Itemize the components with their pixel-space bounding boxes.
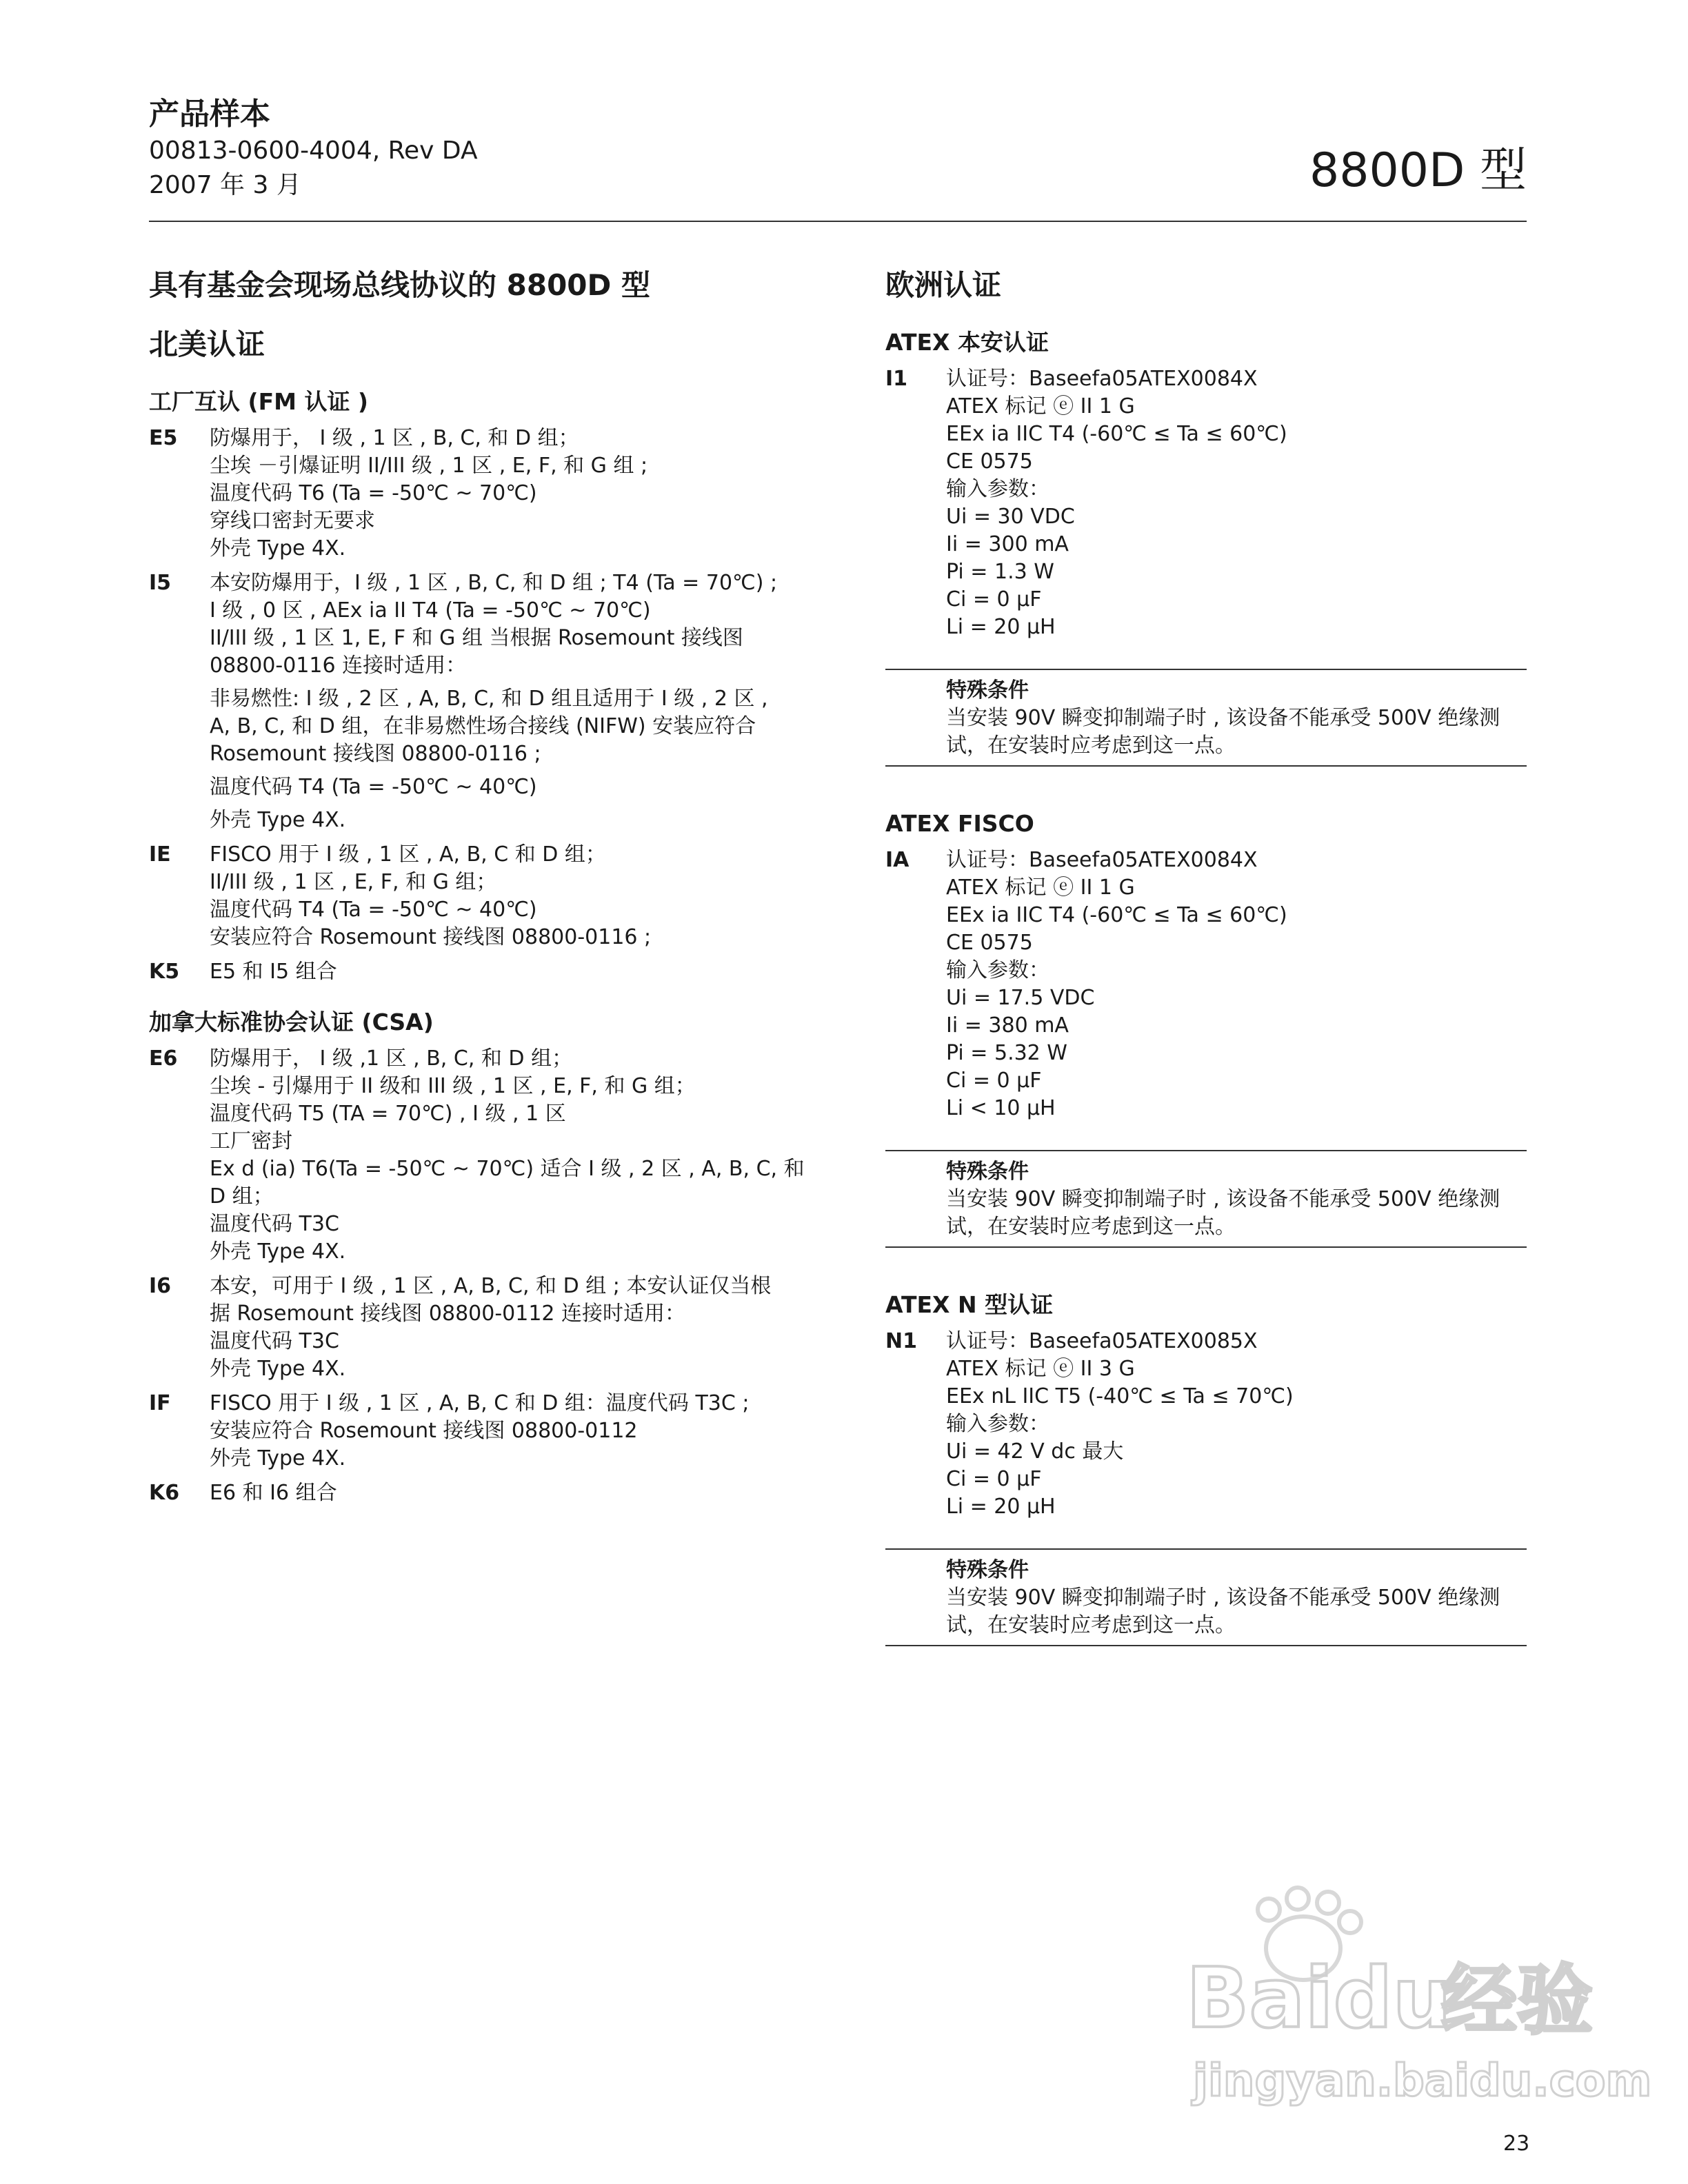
doc-number: 00813-0600-4004, Rev DA xyxy=(149,136,478,165)
approval-line: 外壳 Type 4X. xyxy=(210,1357,346,1381)
approval-line: EEx ia IIC T4 (-60℃ ≤ Ta ≤ 60℃) xyxy=(946,903,1287,927)
approval-entry xyxy=(149,1273,790,1383)
section-title: 具有基金会现场总线协议的 8800D 型 xyxy=(149,268,651,302)
watermark-url: jingyan.baidu.com xyxy=(1193,2056,1652,2107)
approval-details xyxy=(210,569,790,834)
approval-line: FISCO 用于 I 级 , 1 区 , A, B, C 和 D 组：温度代码 T3C ; xyxy=(210,1391,750,1415)
approval-line: 穿线口密封无要求 xyxy=(210,509,375,533)
special-conditions-title: 特殊条件 xyxy=(946,1160,1029,1184)
approval-line: 08800-0116 连接时适用： xyxy=(210,654,467,678)
approval-code: IE xyxy=(149,842,171,867)
special-conditions-text: 当安装 90V 瞬变抑制端子时 , 该设备不能承受 500V 绝缘测试，在安装时应考虑到这一点。 xyxy=(946,1187,1500,1239)
approval-details xyxy=(210,1045,805,1266)
approval-entry xyxy=(149,425,790,563)
approval-line: Ci = 0 μF xyxy=(946,1467,1042,1491)
approval-line: II/III 级 , 1 区 1, E, F 和 G 组 当根据 Rosemount 接线图 xyxy=(210,626,743,650)
approval-line: Ui = 30 VDC xyxy=(946,505,1075,529)
atex-heading: ATEX FISCO xyxy=(885,810,1034,837)
approval-code: K5 xyxy=(149,960,180,984)
approval-details xyxy=(210,841,790,951)
approval-line: FISCO 用于 I 级 , 1 区 , A, B, C 和 D 组； xyxy=(210,842,606,867)
csa-heading: 加拿大标准协会认证 (CSA) xyxy=(149,1009,434,1035)
approval-line: 外壳 Type 4X. xyxy=(210,1446,346,1470)
special-conditions-text: 当安装 90V 瞬变抑制端子时 , 该设备不能承受 500V 绝缘测试，在安装时应考虑到这一点。 xyxy=(946,706,1500,758)
approval-line: 非易燃性: I 级 , 2 区 , A, B, C, 和 D 组且适用于 I 级 , 2 区 , xyxy=(210,687,768,711)
approval-line: 尘埃 - 引爆用于 II 级和 III 级 , 1 区 , E, F, 和 G 组； xyxy=(210,1074,696,1098)
approval-code: E5 xyxy=(149,426,178,450)
approval-details xyxy=(210,425,790,563)
approval-line: CE 0575 xyxy=(946,449,1033,474)
approval-details xyxy=(210,1273,790,1383)
approval-line: 温度代码 T3C xyxy=(210,1329,339,1353)
approval-details xyxy=(946,365,1527,641)
approval-line: E5 和 I5 组合 xyxy=(210,960,337,984)
approval-entry xyxy=(149,958,790,986)
approval-line: 认证号：Baseefa05ATEX0085X xyxy=(946,1329,1258,1353)
approval-line: Pi = 1.3 W xyxy=(946,560,1054,584)
approval-line: Ui = 42 V dc 最大 xyxy=(946,1439,1124,1464)
approval-line: Ci = 0 μF xyxy=(946,1069,1042,1093)
approval-line: 安装应符合 Rosemount 接线图 08800-0112 xyxy=(210,1419,638,1443)
approval-line: CE 0575 xyxy=(946,931,1033,955)
paw-toe-icon xyxy=(1317,1892,1339,1914)
approval-code: I1 xyxy=(885,367,908,391)
approval-line: Ii = 380 mA xyxy=(946,1013,1069,1038)
paw-toe-icon xyxy=(1287,1888,1309,1910)
approval-line: 本安，可用于 I 级 , 1 区 , A, B, C, 和 D 组 ; 本安认证仅当根 xyxy=(210,1274,772,1298)
special-conditions-box xyxy=(885,1548,1527,1646)
approval-line: Rosemount 接线图 08800-0116 ; xyxy=(210,742,541,766)
approval-line: 认证号：Baseefa05ATEX0084X xyxy=(946,367,1258,391)
line-spacer xyxy=(210,801,790,807)
approval-line: 输入参数： xyxy=(946,958,1049,982)
paw-toe-icon xyxy=(1258,1899,1280,1921)
approval-line: 外壳 Type 4X. xyxy=(210,536,346,560)
approval-details xyxy=(946,1328,1527,1521)
approval-line: 认证号：Baseefa05ATEX0084X xyxy=(946,848,1258,872)
approval-entry xyxy=(149,841,790,951)
approval-line: 外壳 Type 4X. xyxy=(210,808,346,832)
approval-details xyxy=(210,1479,790,1507)
baidu-watermark xyxy=(1117,1889,1652,2110)
approval-line: 据 Rosemount 接线图 08800-0112 连接时适用： xyxy=(210,1302,686,1326)
approval-entry xyxy=(149,1390,790,1473)
approval-line: 温度代码 T3C xyxy=(210,1212,339,1236)
approval-line: I 级 , 0 区 , AEx ia II T4 (Ta = -50℃ ~ 70℃) xyxy=(210,598,651,623)
approval-line: Li < 10 μH xyxy=(946,1096,1056,1120)
right-column xyxy=(885,255,1527,1688)
doc-date: 2007 年 3 月 xyxy=(149,171,301,199)
approval-line: 输入参数： xyxy=(946,1412,1049,1436)
approval-entry xyxy=(149,569,790,834)
doc-header xyxy=(149,95,478,203)
approval-line: Pi = 5.32 W xyxy=(946,1041,1067,1065)
fm-heading: 工厂互认 (FM 认证 ) xyxy=(149,388,369,415)
approval-line: 温度代码 T6 (Ta = -50℃ ~ 70℃) xyxy=(210,481,537,505)
approval-line: ATEX 标记 ⓔ II 1 G xyxy=(946,394,1135,418)
paw-toe-icon xyxy=(1339,1911,1361,1933)
approval-details xyxy=(210,1390,790,1473)
atex-approvals-list xyxy=(885,327,1527,1646)
special-conditions-box xyxy=(885,669,1527,767)
approval-line: 安装应符合 Rosemount 接线图 08800-0116 ; xyxy=(210,925,652,949)
approval-code: IF xyxy=(149,1391,171,1415)
approval-line: D 组； xyxy=(210,1184,274,1209)
approval-code: K6 xyxy=(149,1481,180,1505)
watermark-suffix: 经验 xyxy=(1441,1957,1593,2045)
special-conditions-title: 特殊条件 xyxy=(946,1558,1029,1582)
approval-line: 防爆用于， I 级 ,1 区 , B, C, 和 D 组； xyxy=(210,1046,573,1071)
special-conditions-text: 当安装 90V 瞬变抑制端子时 , 该设备不能承受 500V 绝缘测试，在安装时应考虑到这一点。 xyxy=(946,1586,1500,1637)
approval-code: I5 xyxy=(149,571,172,595)
approval-code: I6 xyxy=(149,1274,172,1298)
approval-line: EEx nL IIC T5 (-40℃ ≤ Ta ≤ 70℃) xyxy=(946,1384,1294,1408)
header-divider xyxy=(149,221,1527,222)
atex-heading: ATEX N 型认证 xyxy=(885,1291,1054,1318)
region-title-north-america: 北美认证 xyxy=(149,327,265,361)
approval-line: Ii = 300 mA xyxy=(946,532,1069,556)
approval-code: E6 xyxy=(149,1046,178,1071)
approval-line: ATEX 标记 ⓔ II 3 G xyxy=(946,1357,1135,1381)
special-conditions-box xyxy=(885,1150,1527,1248)
approval-line: Ui = 17.5 VDC xyxy=(946,986,1095,1010)
approval-details xyxy=(946,847,1527,1122)
region-title-europe: 欧洲认证 xyxy=(885,268,1002,302)
approval-line: 输入参数： xyxy=(946,477,1049,501)
approval-line: E6 和 I6 组合 xyxy=(210,1481,337,1505)
approval-line: Ex d (ia) T6(Ta = -50℃ ~ 70℃) 适合 I 级 , 2 区 , A, B, C, 和 xyxy=(210,1157,805,1181)
approval-line: ATEX 标记 ⓔ II 1 G xyxy=(946,876,1135,900)
approval-entry xyxy=(149,1479,790,1507)
approval-code: N1 xyxy=(885,1329,917,1353)
approval-entry xyxy=(885,1328,1527,1521)
left-column xyxy=(149,255,805,1514)
watermark-brand: Baidu xyxy=(1186,1951,1451,2047)
special-conditions-title: 特殊条件 xyxy=(946,678,1029,702)
approval-line: 尘埃 －引爆证明 II/III 级 , 1 区 , E, F, 和 G 组 ; xyxy=(210,454,648,478)
page-number: 23 xyxy=(1503,2132,1530,2156)
approval-line: 本安防爆用于，I 级 , 1 区 , B, C, 和 D 组 ; T4 (Ta = 70℃) ; xyxy=(210,571,778,595)
approval-details xyxy=(210,958,790,986)
model-title: 8800D 型 xyxy=(1309,143,1527,198)
approval-entry xyxy=(149,1045,805,1266)
approval-line: 防爆用于， I 级 , 1 区 , B, C, 和 D 组； xyxy=(210,426,579,450)
csa-approvals-list xyxy=(149,1045,805,1507)
approval-line: 温度代码 T5 (TA = 70℃) , I 级 , 1 区 xyxy=(210,1102,566,1126)
approval-line: A, B, C, 和 D 组，在非易燃性场合接线 (NIFW) 安装应符合 xyxy=(210,714,756,738)
approval-line: 工厂密封 xyxy=(210,1129,292,1153)
approval-line: II/III 级 , 1 区 , E, F, 和 G 组； xyxy=(210,870,497,894)
approval-entry xyxy=(885,847,1527,1122)
approval-line: Ci = 0 μF xyxy=(946,587,1042,611)
approval-line: 外壳 Type 4X. xyxy=(210,1240,346,1264)
approval-line: 温度代码 T4 (Ta = -50℃ ~ 40℃) xyxy=(210,898,537,922)
atex-heading: ATEX 本安认证 xyxy=(885,329,1049,356)
approval-line: Li = 20 μH xyxy=(946,615,1056,639)
approval-entry xyxy=(885,365,1527,641)
fm-approvals-list xyxy=(149,425,790,986)
approval-line: 温度代码 T4 (Ta = -50℃ ~ 40℃) xyxy=(210,775,537,799)
doc-type: 产品样本 xyxy=(149,97,270,132)
approval-line: Li = 20 μH xyxy=(946,1495,1056,1519)
line-spacer xyxy=(210,680,790,685)
approval-code: IA xyxy=(885,848,910,872)
line-spacer xyxy=(210,768,790,774)
approval-line: EEx ia IIC T4 (-60℃ ≤ Ta ≤ 60℃) xyxy=(946,422,1287,446)
